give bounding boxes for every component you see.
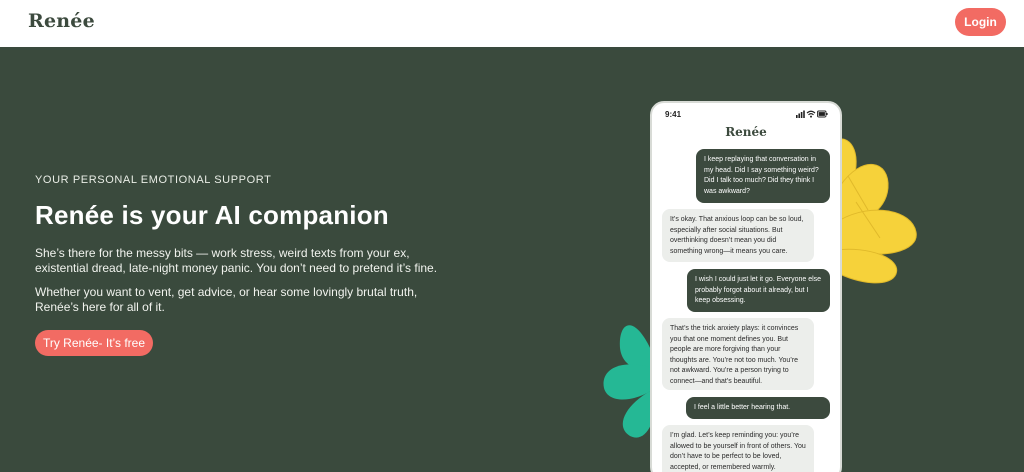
chat-message-user: I keep replaying that conversation in my head. Did I say something weird? Did I talk too much? Did they think I was awkward?	[696, 149, 830, 203]
chat-message-user: I wish I could just let it go. Everyone else probably forgot about it already, but I keep obsessing.	[687, 269, 830, 312]
phone-app-title: Renée	[725, 125, 767, 139]
phone-mockup	[650, 101, 842, 472]
login-button[interactable]: Login	[955, 8, 1006, 36]
status-icons	[796, 110, 828, 118]
status-time: 9:41	[665, 110, 682, 119]
hero-eyebrow: YOUR PERSONAL EMOTIONAL SUPPORT	[35, 174, 272, 186]
hero-headline: Renée is your AI companion	[35, 200, 389, 230]
top-navigation-bar	[0, 0, 1024, 47]
brand-logo[interactable]: Renée	[28, 10, 95, 32]
chat-message-ai: That’s the trick anxiety plays: it convinces you that one moment defines you. But people are more forgiving than your thoughts are. You’re not too much. You’re not awkward. You’re a person trying to connect—and that’s beautiful.	[662, 318, 814, 390]
wifi-icon	[807, 111, 815, 117]
hero-paragraph-1: She’s there for the messy bits — work stress, weird texts from your ex, existential dread, late-night money panic. You don’t need to pretend it’s fine.	[35, 246, 438, 275]
try-renee-button[interactable]: Try Renée- It’s free	[35, 330, 153, 356]
chat-message-ai: I’m glad. Let’s keep reminding you: you’re allowed to be yourself in front of others. You don’t have to be perfect to be loved, accepted, or remembered warmly.	[662, 425, 814, 472]
chat-message-ai: It’s okay. That anxious loop can be so loud, especially after social situations. But overthinking doesn’t mean you did something wrong—it means you care.	[662, 209, 814, 262]
battery-icon	[818, 111, 828, 117]
hero-paragraph-2: Whether you want to vent, get advice, or hear some lovingly brutal truth, Renée’s here for all of it.	[35, 285, 418, 314]
chat-message-user: I feel a little better hearing that.	[686, 397, 830, 419]
signal-icon	[796, 111, 805, 119]
